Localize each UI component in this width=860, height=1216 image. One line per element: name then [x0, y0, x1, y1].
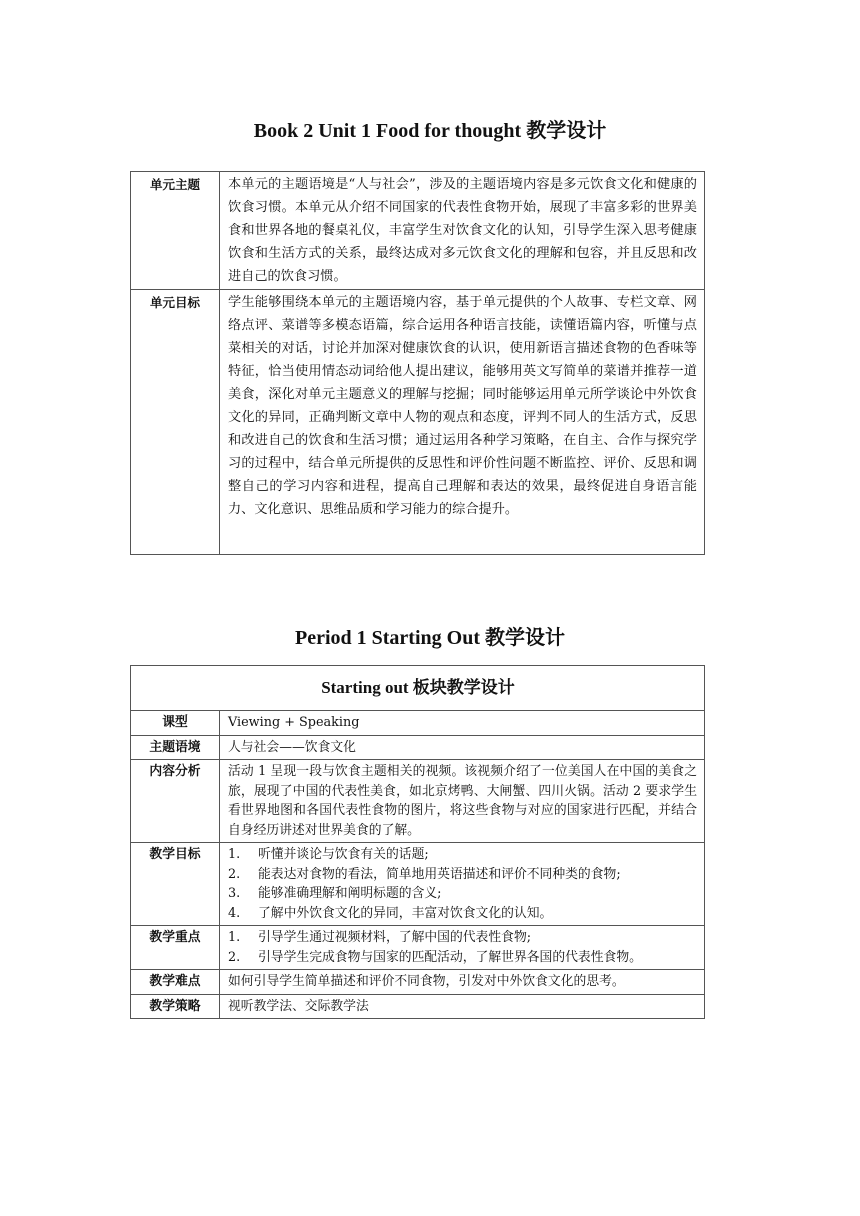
- unit-overview-table: [130, 171, 705, 555]
- list-item-text: 引导学生通过视频材料，了解中国的代表性食物;: [258, 930, 532, 945]
- difficulties-value: 如何引导学生简单描述和评价不同食物，引发对中外饮食文化的思考。: [220, 970, 705, 995]
- table-row: [131, 760, 705, 843]
- unit-theme-content: [220, 172, 705, 290]
- objectives-list: [228, 845, 697, 923]
- table-row: [131, 843, 705, 926]
- table-header: Starting out 板块教学设计: [131, 666, 705, 711]
- list-item-number: 1.: [228, 847, 241, 862]
- row-label-unit-goals: 单元目标: [131, 290, 220, 555]
- list-item-number: 2.: [228, 949, 241, 965]
- row-label-objectives: 教学目标: [131, 843, 220, 926]
- theme-context-value: 人与社会——饮食文化: [220, 735, 705, 760]
- list-item-number: 2.: [228, 866, 241, 882]
- row-label-content-analysis: 内容分析: [131, 760, 220, 843]
- document-title: Book 2 Unit 1 Food for thought 教学设计: [253, 120, 607, 142]
- lesson-type-value: Viewing + Speaking: [220, 711, 705, 736]
- strategies-value: 视听教学法、交际教学法: [220, 994, 705, 1019]
- table-row: [131, 970, 705, 995]
- unit-goals-content: [220, 290, 705, 555]
- list-item-text: 能表达对食物的看法，简单地用英语描述和评价不同种类的食物;: [258, 866, 621, 882]
- table-row: [131, 926, 705, 970]
- list-item: [228, 845, 697, 865]
- unit-goals-text: 学生能够围绕本单元的主题语境内容，基于单元提供的个人故事、专栏文章、网络点评、菜谱等多模态语篇，综合运用各种语言技能，读懂语篇内容，听懂与点菜相关的对话，讨论并加深对健康饮食的认识，使用新语言描述食物的色香味等特征，恰当使用情态动词给他人提出建议，能够用英文写简单的菜谱并推荐一道美食，深化对单元主题意义的理解与挖掘；同时能够运用单元所学谈论中外饮食文化的异同，正确判断文章中人物的观点和态度，评判不同人的生活方式，反思和改进自己的饮食和生活习惯；通过运用各种学习策略，在自主、合作与探究学习的过程中，结合单元所提供的反思性和评价性问题不断监控、评价、反思和调整自己的学习内容和进程，提高自己理解和表达的效果，最终促进自身语言能力、文化意识、思维品质和学习能力的综合提升。: [228, 295, 697, 517]
- period-design-table: [130, 665, 705, 1019]
- row-label-lesson-type: 课型: [131, 711, 220, 736]
- table-header-row: [131, 666, 705, 711]
- row-label-strategies: 教学策略: [131, 994, 220, 1019]
- objectives-value: [220, 843, 705, 926]
- key-points-value: [220, 926, 705, 970]
- list-item-text: 引导学生完成食物与国家的匹配活动，了解世界各国的代表性食物。: [258, 949, 642, 965]
- content-analysis-text: 活动 1 呈现一段与饮食主题相关的视频。该视频介绍了一位美国人在中国的美食之旅，展现了中国的代表性美食，如北京烤鸭、大闸蟹、四川火锅。活动 2 要求学生看世界地图和各国代表性食物的图片，将这些食物与对应的国家进行匹配，并结合自身经历讲述对世界美食的了解。: [228, 764, 697, 838]
- list-item: [228, 904, 697, 924]
- list-item: [228, 865, 697, 885]
- list-item-number: 1.: [228, 930, 241, 945]
- list-item-text: 能够准确理解和阐明标题的含义;: [258, 886, 442, 901]
- period-title: Period 1 Starting Out 教学设计: [295, 627, 565, 649]
- unit-theme-text: 本单元的主题语境是“人与社会”，涉及的主题语境内容是多元饮食文化和健康的饮食习惯。本单元从介绍不同国家的代表性食物开始，展现了丰富多彩的世界美食和世界各地的餐桌礼仪，丰富学生对饮食文化的认知，引导学生深入思考健康饮食和生活方式的关系，最终达成对多元饮食文化的理解和包容，并且反思和改进自己的饮食习惯。: [228, 177, 697, 284]
- content-analysis-value: [220, 760, 705, 843]
- table-row: [131, 735, 705, 760]
- row-label-key-points: 教学重点: [131, 926, 220, 970]
- list-item-text: 了解中外饮食文化的异同，丰富对饮食文化的认知。: [258, 905, 553, 921]
- table-row: [131, 172, 705, 290]
- table-row: [131, 711, 705, 736]
- table-row: [131, 994, 705, 1019]
- list-item-number: 3.: [228, 886, 241, 901]
- list-item-number: 4.: [228, 905, 241, 921]
- list-item: [228, 948, 697, 968]
- list-item: [228, 884, 697, 904]
- row-label-difficulties: 教学难点: [131, 970, 220, 995]
- key-points-list: [228, 928, 697, 967]
- list-item: [228, 928, 697, 948]
- table-row: [131, 290, 705, 555]
- row-label-theme-context: 主题语境: [131, 735, 220, 760]
- list-item-text: 听懂并谈论与饮食有关的话题;: [258, 847, 429, 862]
- row-label-unit-theme: 单元主题: [131, 172, 220, 290]
